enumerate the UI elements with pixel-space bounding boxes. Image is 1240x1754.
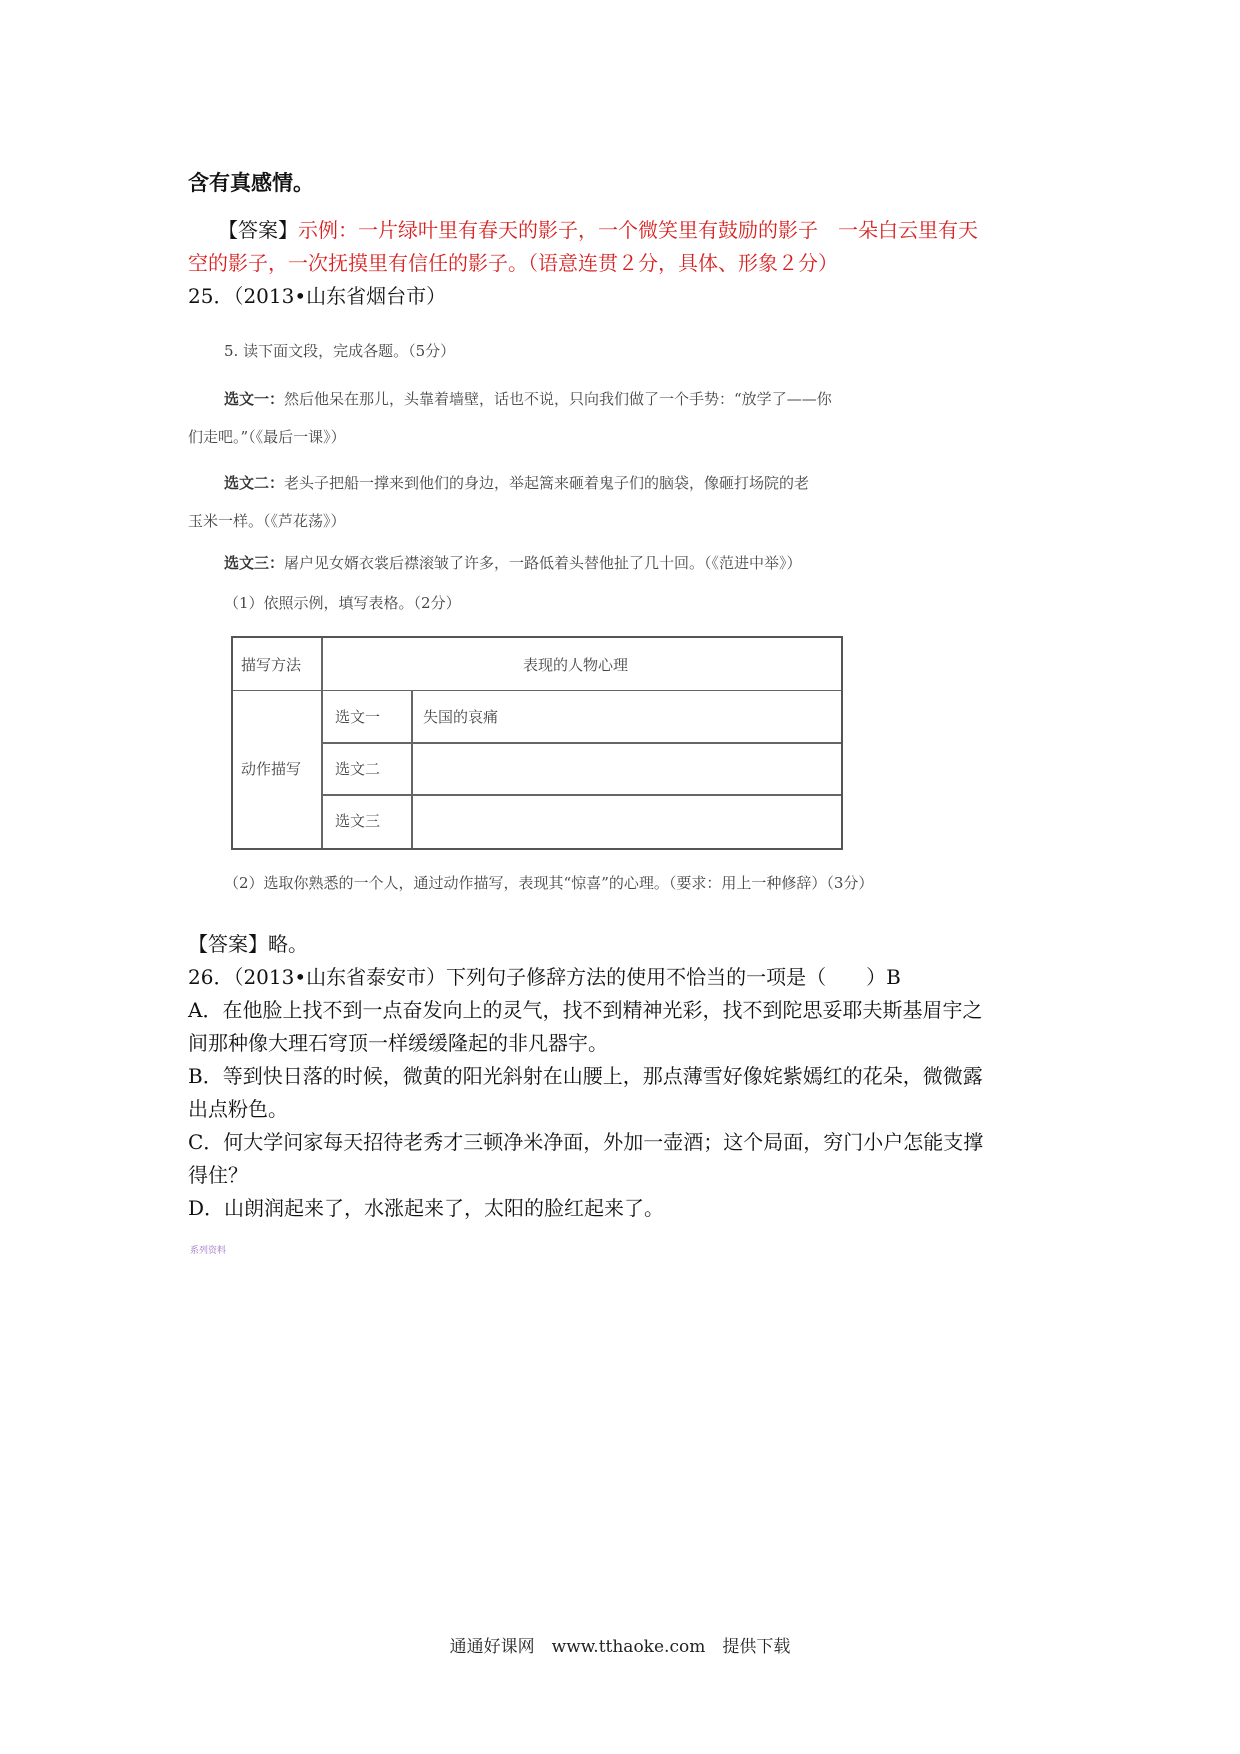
table-cell-method: 动作描写	[241, 760, 302, 778]
watermark-label: 系列资料	[190, 1246, 227, 1256]
question-25: 25．（2013•山东省烟台市）	[188, 284, 447, 308]
question-26: 26．（2013•山东省泰安市）下列句子修辞方法的使用不恰当的一项是（ ）B	[188, 965, 901, 989]
scan-passage-1-cont: 们走吧。”（《最后一课》）	[188, 428, 346, 446]
table-row-label-1: 选文一	[335, 708, 381, 726]
table-row-divider-1	[321, 742, 841, 744]
answer-table	[231, 636, 843, 850]
answer-line-1	[218, 215, 978, 245]
option-b-line-2: 出点粉色。	[188, 1097, 288, 1121]
table-row-label-3: 选文三	[335, 812, 381, 830]
page-footer: 通通好课网 www.tthaoke.com 提供下载	[449, 1637, 791, 1657]
table-header-psychology: 表现的人物心理	[523, 656, 629, 674]
table-header-method: 描写方法	[241, 656, 302, 674]
option-d-line-1: D．山朗润起来了，水涨起来了，太阳的脸红起来了。	[188, 1196, 665, 1220]
scan-subquestion-1: （1）依照示例，填写表格。（2分）	[224, 594, 461, 612]
answer-25: 【答案】略。	[188, 932, 308, 956]
option-b-line-1: B．等到快日落的时候，微黄的阳光斜射在山腰上，那点薄雪好像姹紫嫣红的花朵，微微露	[188, 1064, 983, 1088]
answer-text-1: 示例：一片绿叶里有春天的影子，一个微笑里有鼓励的影子 一朵白云里有天	[298, 218, 978, 242]
scan-passage-2-cont: 玉米一样。（《芦花荡》）	[188, 512, 346, 530]
option-c-line-2: 得住？	[188, 1163, 248, 1187]
option-a-line-2: 间那种像大理石穹顶一样缓缓隆起的非凡器宇。	[188, 1031, 608, 1055]
table-row-divider-2	[321, 794, 841, 796]
option-c-line-1: C．何大学问家每天招待老秀才三顿净米净面，外加一壶酒；这个局面，穷门小户怎能支撑	[188, 1130, 984, 1154]
table-row-label-2: 选文二	[335, 760, 381, 778]
table-row-value-1: 失国的哀痛	[423, 708, 499, 726]
line-continuation: 含有真感情。	[188, 171, 314, 195]
scan-title: 5. 读下面文段，完成各题。（5分）	[224, 342, 456, 360]
answer-tag: 【答案】	[218, 218, 298, 242]
option-a-line-1: A．在他脸上找不到一点奋发向上的灵气，找不到精神光彩，找不到陀思妥耶夫斯基眉宇之	[188, 998, 983, 1022]
scanned-question-image	[188, 330, 888, 910]
scan-passage-1: 选文一：然后他呆在那儿，头靠着墙壁，话也不说，只向我们做了一个手势：“放学了——你	[224, 390, 832, 408]
scan-passage-2: 选文二：老头子把船一撑来到他们的身边，举起篙来砸着鬼子们的脑袋，像砸打场院的老	[224, 474, 810, 492]
scan-subquestion-2: （2）选取你熟悉的一个人，通过动作描写，表现其“惊喜”的心理。（要求：用上一种修辞）（3分）	[224, 874, 874, 892]
answer-line-2: 空的影子，一次抚摸里有信任的影子。（语意连贯２分，具体、形象２分）	[188, 251, 838, 275]
table-col-divider-2	[411, 690, 413, 848]
scan-passage-3: 选文三：屠户见女婿衣裳后襟滚皱了许多，一路低着头替他扯了几十回。（《范进中举》）	[224, 554, 802, 572]
